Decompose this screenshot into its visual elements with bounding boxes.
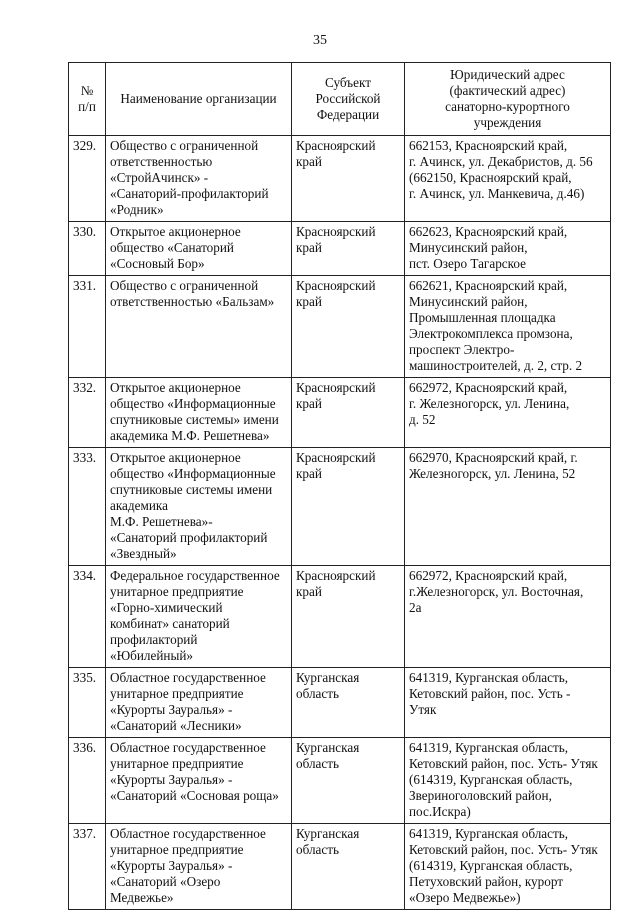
header-legal-address: Юридический адрес (фактический адрес) санаторно-курортного учреждения bbox=[405, 63, 611, 136]
federal-subject: Курганская область bbox=[292, 668, 405, 738]
legal-address: 641319, Курганская область, Кетовский район, пос. Усть- Утяк (614319, Курганская область, Звериноголовский район, пос.Искра) bbox=[405, 738, 611, 824]
federal-subject: Красноярский край bbox=[292, 276, 405, 378]
legal-address: 662972, Красноярский край, г. Железногорск, ул. Ленина, д. 52 bbox=[405, 378, 611, 448]
table-row bbox=[69, 222, 611, 276]
row-number: 329. bbox=[69, 136, 106, 222]
sanatorium-registry-table bbox=[68, 62, 611, 910]
federal-subject: Красноярский край bbox=[292, 136, 405, 222]
federal-subject: Курганская область bbox=[292, 824, 405, 910]
organization-name: Открытое акционерное общество «Информационные спутниковые системы имени академика М.Ф. Решетнева»- «Санаторий профилакторий «Звездный» bbox=[106, 448, 292, 566]
row-number: 336. bbox=[69, 738, 106, 824]
row-number: 332. bbox=[69, 378, 106, 448]
row-number: 335. bbox=[69, 668, 106, 738]
federal-subject: Курганская область bbox=[292, 738, 405, 824]
table-row bbox=[69, 668, 611, 738]
table-row bbox=[69, 276, 611, 378]
table-row bbox=[69, 378, 611, 448]
legal-address: 641319, Курганская область, Кетовский район, пос. Усть - Утяк bbox=[405, 668, 611, 738]
header-federal-subject: Субъект Российской Федерации bbox=[292, 63, 405, 136]
legal-address: 662153, Красноярский край, г. Ачинск, ул. Декабристов, д. 56 (662150, Красноярский край, г. Ачинск, ул. Манкевича, д.46) bbox=[405, 136, 611, 222]
table-row bbox=[69, 738, 611, 824]
organization-name: Общество с ограниченной ответственностью «Бальзам» bbox=[106, 276, 292, 378]
page-number: 35 bbox=[313, 33, 327, 48]
table-row bbox=[69, 566, 611, 668]
header-organization-name: Наименование организации bbox=[106, 63, 292, 136]
organization-name: Открытое акционерное общество «Информационные спутниковые системы» имени академика М.Ф. Решетнева» bbox=[106, 378, 292, 448]
table-row bbox=[69, 824, 611, 910]
table-body bbox=[69, 136, 611, 910]
header-number: № п/п bbox=[69, 63, 106, 136]
organization-name: Областное государственное унитарное предприятие «Курорты Зауралья» - «Санаторий «Озеро Медвежье» bbox=[106, 824, 292, 910]
table-row bbox=[69, 448, 611, 566]
federal-subject: Красноярский край bbox=[292, 378, 405, 448]
row-number: 334. bbox=[69, 566, 106, 668]
row-number: 337. bbox=[69, 824, 106, 910]
organization-name: Открытое акционерное общество «Санаторий «Сосновый Бор» bbox=[106, 222, 292, 276]
legal-address: 662972, Красноярский край, г.Железногорск, ул. Восточная, 2а bbox=[405, 566, 611, 668]
row-number: 331. bbox=[69, 276, 106, 378]
federal-subject: Красноярский край bbox=[292, 222, 405, 276]
legal-address: 662621, Красноярский край, Минусинский район, Промышленная площадка Электрокомплекса промзона, проспект Электро- машиностроителей, д. 2, стр. 2 bbox=[405, 276, 611, 378]
legal-address: 662623, Красноярский край, Минусинский район, пст. Озеро Тагарское bbox=[405, 222, 611, 276]
row-number: 330. bbox=[69, 222, 106, 276]
table-header-row bbox=[69, 63, 611, 136]
federal-subject: Красноярский край bbox=[292, 566, 405, 668]
organization-name: Областное государственное унитарное предприятие «Курорты Зауралья» - «Санаторий «Сосновая роща» bbox=[106, 738, 292, 824]
table-row bbox=[69, 136, 611, 222]
federal-subject: Красноярский край bbox=[292, 448, 405, 566]
organization-name: Федеральное государственное унитарное предприятие «Горно-химический комбинат» санаторий профилакторий «Юбилейный» bbox=[106, 566, 292, 668]
legal-address: 662970, Красноярский край, г. Железногорск, ул. Ленина, 52 bbox=[405, 448, 611, 566]
row-number: 333. bbox=[69, 448, 106, 566]
organization-name: Общество с ограниченной ответственностью «СтройАчинск» - «Санаторий-профилакторий «Родник» bbox=[106, 136, 292, 222]
legal-address: 641319, Курганская область, Кетовский район, пос. Усть- Утяк (614319, Курганская область, Петуховский район, курорт «Озеро Медвежье») bbox=[405, 824, 611, 910]
organization-name: Областное государственное унитарное предприятие «Курорты Зауралья» - «Санаторий «Лесники» bbox=[106, 668, 292, 738]
